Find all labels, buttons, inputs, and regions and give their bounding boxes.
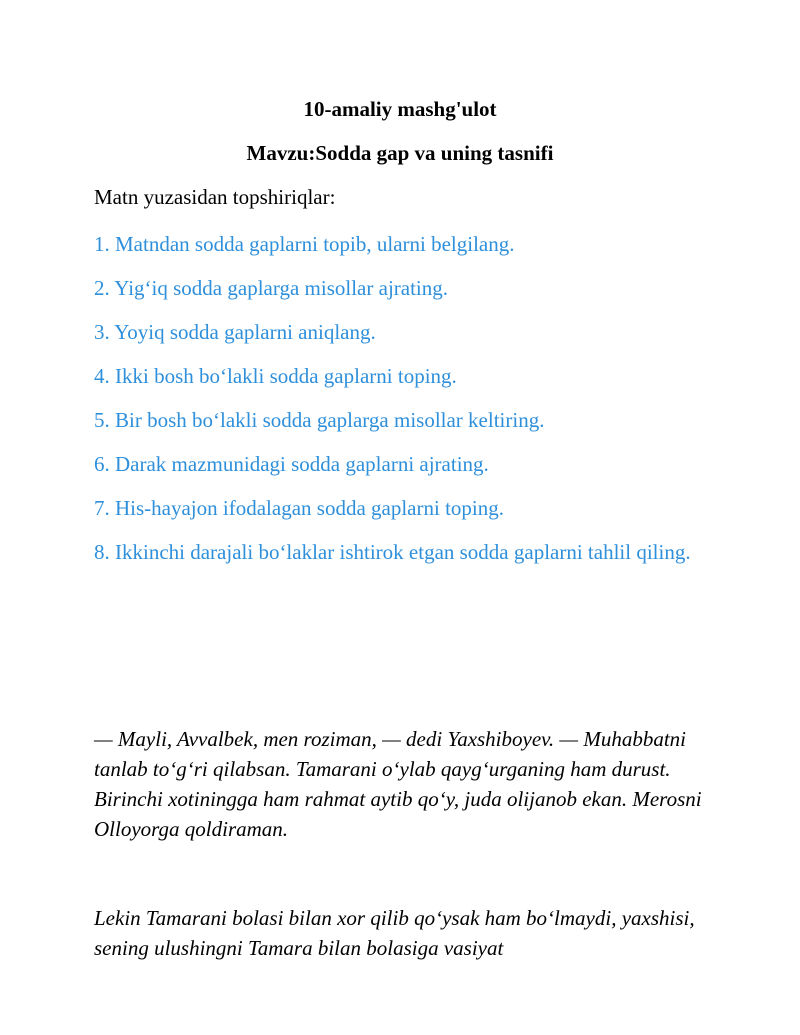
task-item: 8. Ikkinchi darajali bo‘laklar ishtirok etgan sodda gaplarni tahlil qiling.: [94, 540, 691, 564]
task-item: 1. Matndan sodda gaplarni topib, ularni belgilang.: [94, 232, 515, 256]
task-item: 7. His-hayajon ifodalagan sodda gaplarni toping.: [94, 496, 504, 520]
task-item: 2. Yig‘iq sodda gaplarga misollar ajrating.: [94, 276, 449, 300]
passage-paragraph: Lekin Tamarani bolasi bilan xor qilib qo‘ysak ham bo‘lmaydi, yaxshisi, sening ulushingni Tamara bilan bolasiga vasiyat: [94, 906, 695, 960]
task-item: 4. Ikki bosh bo‘lakli sodda gaplarni toping.: [94, 364, 457, 388]
page-title: 10-amaliy mashg'ulot: [303, 97, 497, 121]
task-list: [94, 229, 714, 581]
task-item: 5. Bir bosh bo‘lakli sodda gaplarga misollar keltiring.: [94, 408, 545, 432]
topic-title: Mavzu:Sodda gap va uning tasnifi: [246, 141, 554, 165]
passage-paragraph: — Mayli, Avvalbek, men roziman, — dedi Yaxshiboyev. — Muhabbatni tanlab to‘g‘ri qilabsan. Tamarani o‘ylab qayg‘urganing ham durust. Birinchi xotiningga ham rahmat aytib qo‘y, juda olijanob ekan. Merosni Olloyorga qoldiraman.: [94, 727, 702, 841]
task-item: 3. Yoyiq sodda gaplarni aniqlang.: [94, 320, 376, 344]
task-item: 6. Darak mazmunidagi sodda gaplarni ajrating.: [94, 452, 489, 476]
tasks-intro: Matn yuzasidan topshiriqlar:: [94, 185, 336, 209]
